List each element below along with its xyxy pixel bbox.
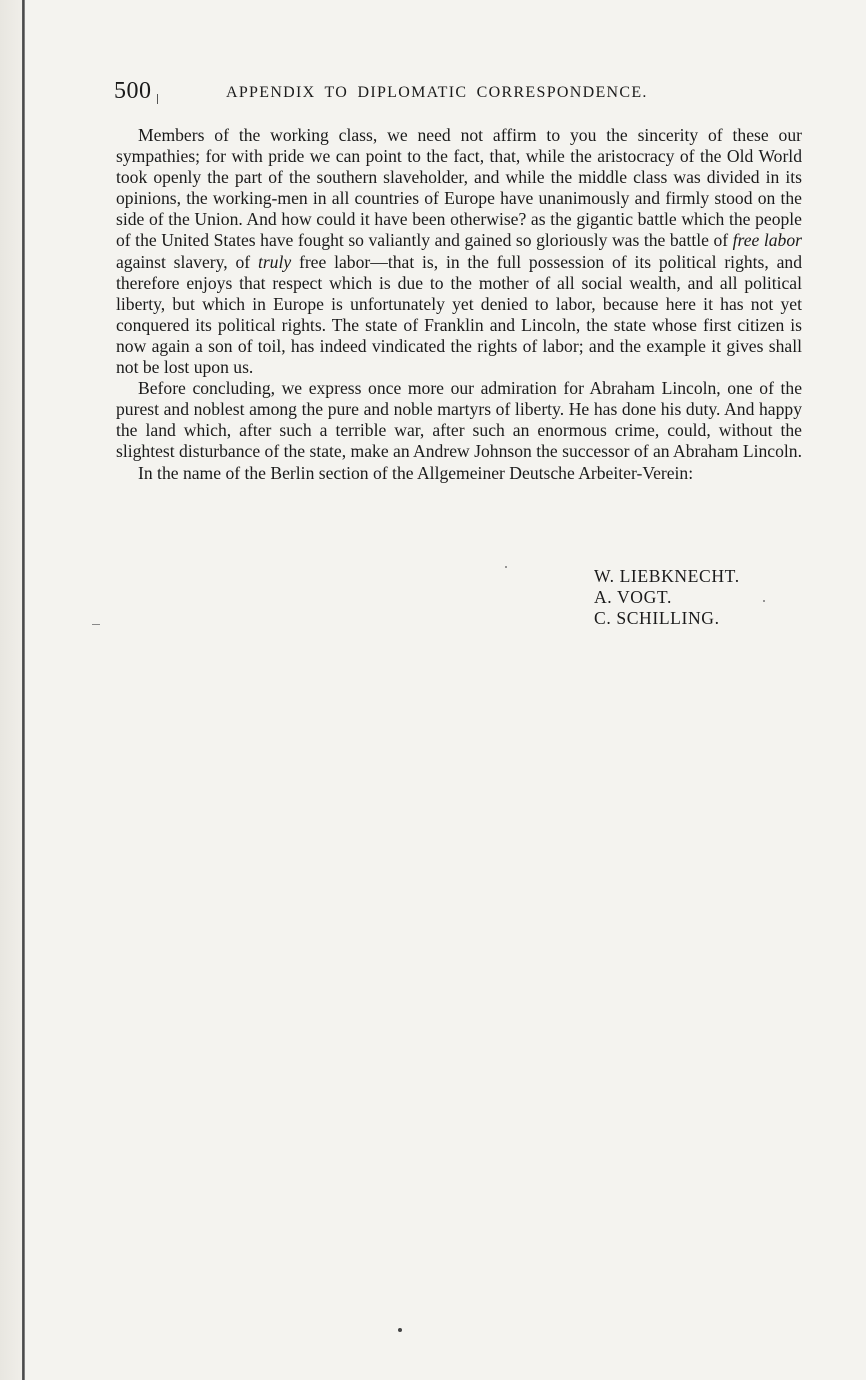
- emphasis-truly: truly: [257, 251, 292, 272]
- paragraph-closing: In the name of the Berlin section of the Allgemeiner Deutsche Arbeiter-Verein:: [138, 462, 694, 483]
- signature-liebknecht: W. LIEBKNECHT.: [594, 566, 740, 586]
- paper-speck: [398, 1328, 402, 1332]
- signature-vogt: A. VOGT.: [594, 587, 672, 607]
- page-number: 500: [114, 78, 152, 104]
- binding-edge: [22, 0, 25, 1380]
- binding-shadow: [0, 0, 22, 1380]
- page-header: [114, 78, 804, 108]
- emphasis-free-labor: free labor: [732, 230, 802, 251]
- paper-speck: [505, 566, 507, 568]
- paragraph-working-class: [116, 125, 802, 378]
- running-head: APPENDIX TO DIPLOMATIC CORRESPONDENCE.: [226, 84, 648, 101]
- signature-block: [594, 566, 740, 629]
- paper-speck: [157, 94, 158, 104]
- paragraph-1-part-3: free labor—that is, in the full possession of its political rights, and therefore enjoys that respect which is due to the mother of all social wealth, and all political liberty, but which in Europe is unfortunately yet denied to labor, because here it has not yet conquered its political rights. The state of Franklin and Lincoln, the state whose first citizen is now again a son of toil, has indeed vindicated the rights of labor; and the example it gives shall not be lost upon us.: [116, 251, 802, 378]
- signature-schilling: C. SCHILLING.: [594, 608, 720, 628]
- paper-speck: [763, 600, 765, 602]
- paragraph-1-part-2: against slavery, of: [116, 251, 258, 272]
- paper-speck: [92, 624, 100, 625]
- paragraph-lincoln: Before concluding, we express once more our admiration for Abraham Lincoln, one of the purest and noblest among the pure and noble martyrs of liberty. He has done his duty. And happy the land which, after such a terrible war, after such an enormous crime, could, without the slightest disturbance of the state, make an Andrew Johnson the successor of an Abraham Lincoln.: [116, 378, 802, 462]
- body-text: [116, 125, 802, 484]
- paragraph-1-part-1: Members of the working class, we need not affirm to you the sincerity of these our sympathies; for with pride we can point to the fact, that, while the aristocracy of the Old World took openly the part of the southern slaveholder, and while the middle class was divided in its opinions, the working-men in all countries of Europe have unanimously and firmly stood on the side of the Union. And how could it have been otherwise? as the gigantic battle which the people of the United States have fought so valiantly and gained so gloriously was the battle of: [116, 125, 802, 251]
